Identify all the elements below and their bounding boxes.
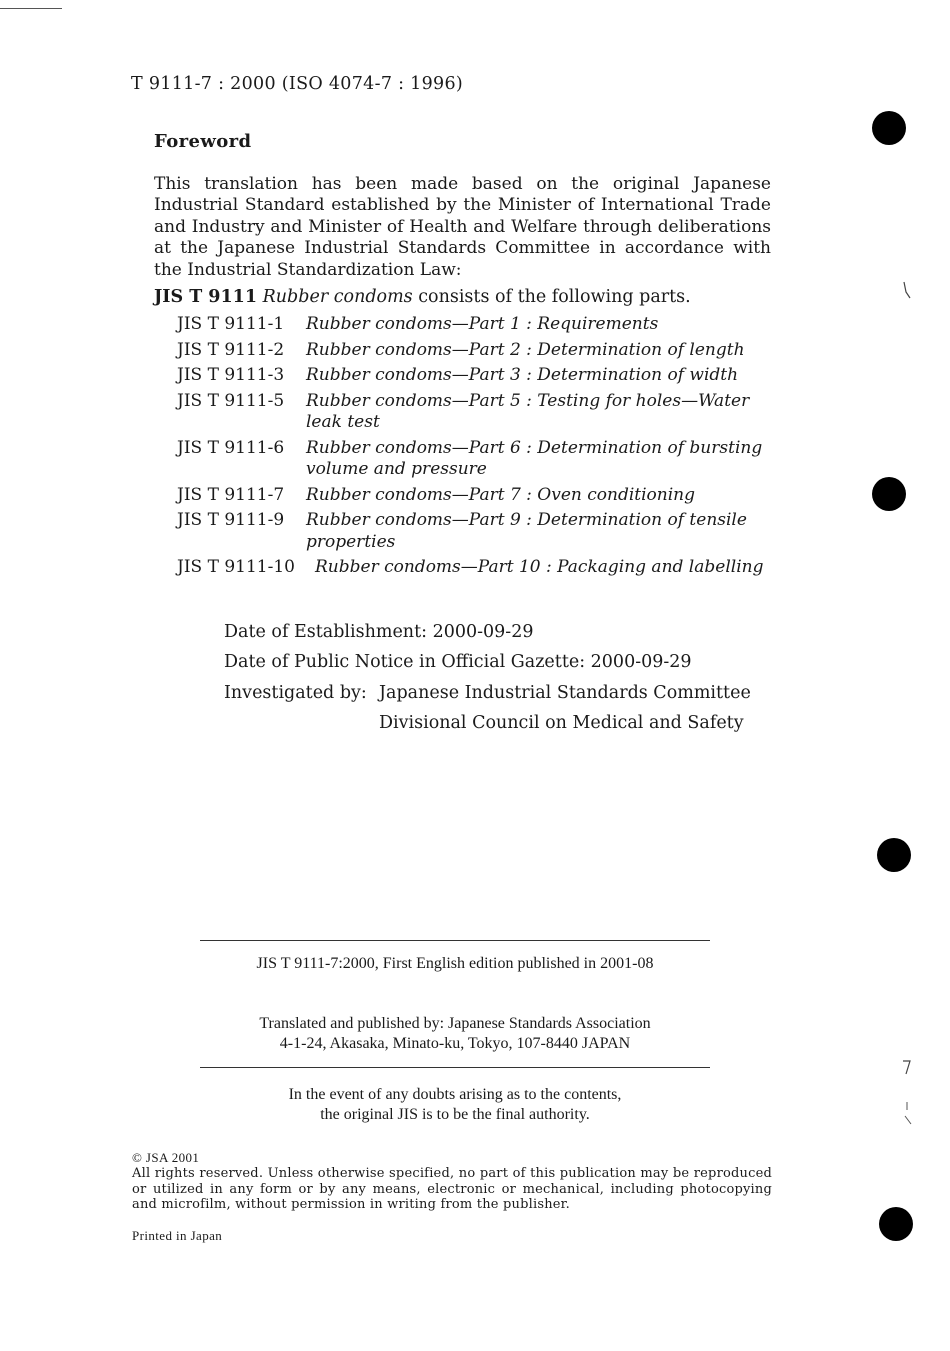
part-code: JIS T 9111-6 [177,437,285,458]
part-title: Rubber condoms—Part 7 : Oven conditioning [306,484,695,505]
list-item [177,391,773,434]
document-id: T 9111-7 : 2000 (ISO 4074-7 : 1996) [131,74,464,94]
translated-by: Translated and published by: Japanese Standards Association [259,1015,651,1032]
part-title: Rubber condoms—Part 5 : Testing for holes—Water leak test [306,390,750,432]
part-title: Rubber condoms—Part 10 : Packaging and labelling [315,557,764,577]
list-item [177,365,773,387]
divider-bottom [200,1067,710,1068]
publisher-address: 4-1-24, Akasaka, Minato-ku, Tokyo, 107-8440 JAPAN [279,1035,631,1052]
punch-hole-dot [877,838,911,872]
part-title: Rubber condoms—Part 2 : Determination of length [306,339,745,360]
punch-hole-dot [872,111,906,145]
list-item [177,485,773,507]
foreword-intro: This translation has been made based on the original Japanese Industrial Standard established by the Minister of International Trade and Industry and Minister of Health and Welfare through deliberations at the Japanese Industrial Standards Committee in accordance with the Industrial Standardization Law: [154,174,771,280]
scan-mark [900,1058,914,1078]
part-code: JIS T 9111-9 [177,510,285,530]
scan-mark [902,1098,916,1128]
part-code: JIS T 9111-3 [177,365,285,385]
public-notice-date: Date of Public Notice in Official Gazette: 2000-09-29 [224,652,692,672]
parts-code: JIS T 9111 [154,287,258,307]
top-rule [0,8,62,9]
parts-suffix: consists of the following parts. [418,287,691,307]
list-item [177,438,773,481]
parts-list [177,314,773,583]
part-code: JIS T 9111-10 [177,557,295,577]
part-code: JIS T 9111-7 [177,484,285,505]
list-item [177,340,773,362]
printed-in: Printed in Japan [132,1228,223,1243]
punch-hole-dot [872,477,906,511]
part-title: Rubber condoms—Part 3 : Determination of width [306,365,739,385]
part-code: JIS T 9111-2 [177,339,285,360]
list-item [177,557,773,579]
foreword-heading: Foreword [154,131,252,152]
copyright-notice: © JSA 2001 [132,1150,200,1165]
part-code: JIS T 9111-5 [177,390,285,411]
parts-title: Rubber condoms [262,287,413,307]
rights-statement: All rights reserved. Unless otherwise specified, no part of this publication may be reproduced or utilized in any form or by any means, electronic or mechanical, including photocopying and microfilm, without permission in writing from the publisher. [132,1166,772,1212]
part-title: Rubber condoms—Part 6 : Determination of bursting volume and pressure [306,437,763,479]
divider-top [200,940,710,941]
list-item [177,510,773,553]
establishment-date: Date of Establishment: 2000-09-29 [224,622,534,642]
part-title: Rubber condoms—Part 1 : Requirements [306,314,659,334]
investigated-line-2: Divisional Council on Medical and Safety [379,713,744,733]
part-title: Rubber condoms—Part 9 : Determination of tensile properties [306,510,747,552]
part-code: JIS T 9111-1 [177,314,285,334]
edition-line: JIS T 9111-7:2000, First English edition published in 2001-08 [256,955,654,972]
scan-mark [900,280,914,302]
investigated-label: Investigated by: [224,683,367,703]
investigated-line-1: Japanese Industrial Standards Committee [379,683,751,703]
authority-line-1: In the event of any doubts arising as to the contents, [288,1086,622,1103]
authority-line-2: the original JIS is to be the final authority. [320,1106,590,1123]
list-item [177,314,773,336]
punch-hole-dot [879,1207,913,1241]
parts-line [154,287,691,307]
